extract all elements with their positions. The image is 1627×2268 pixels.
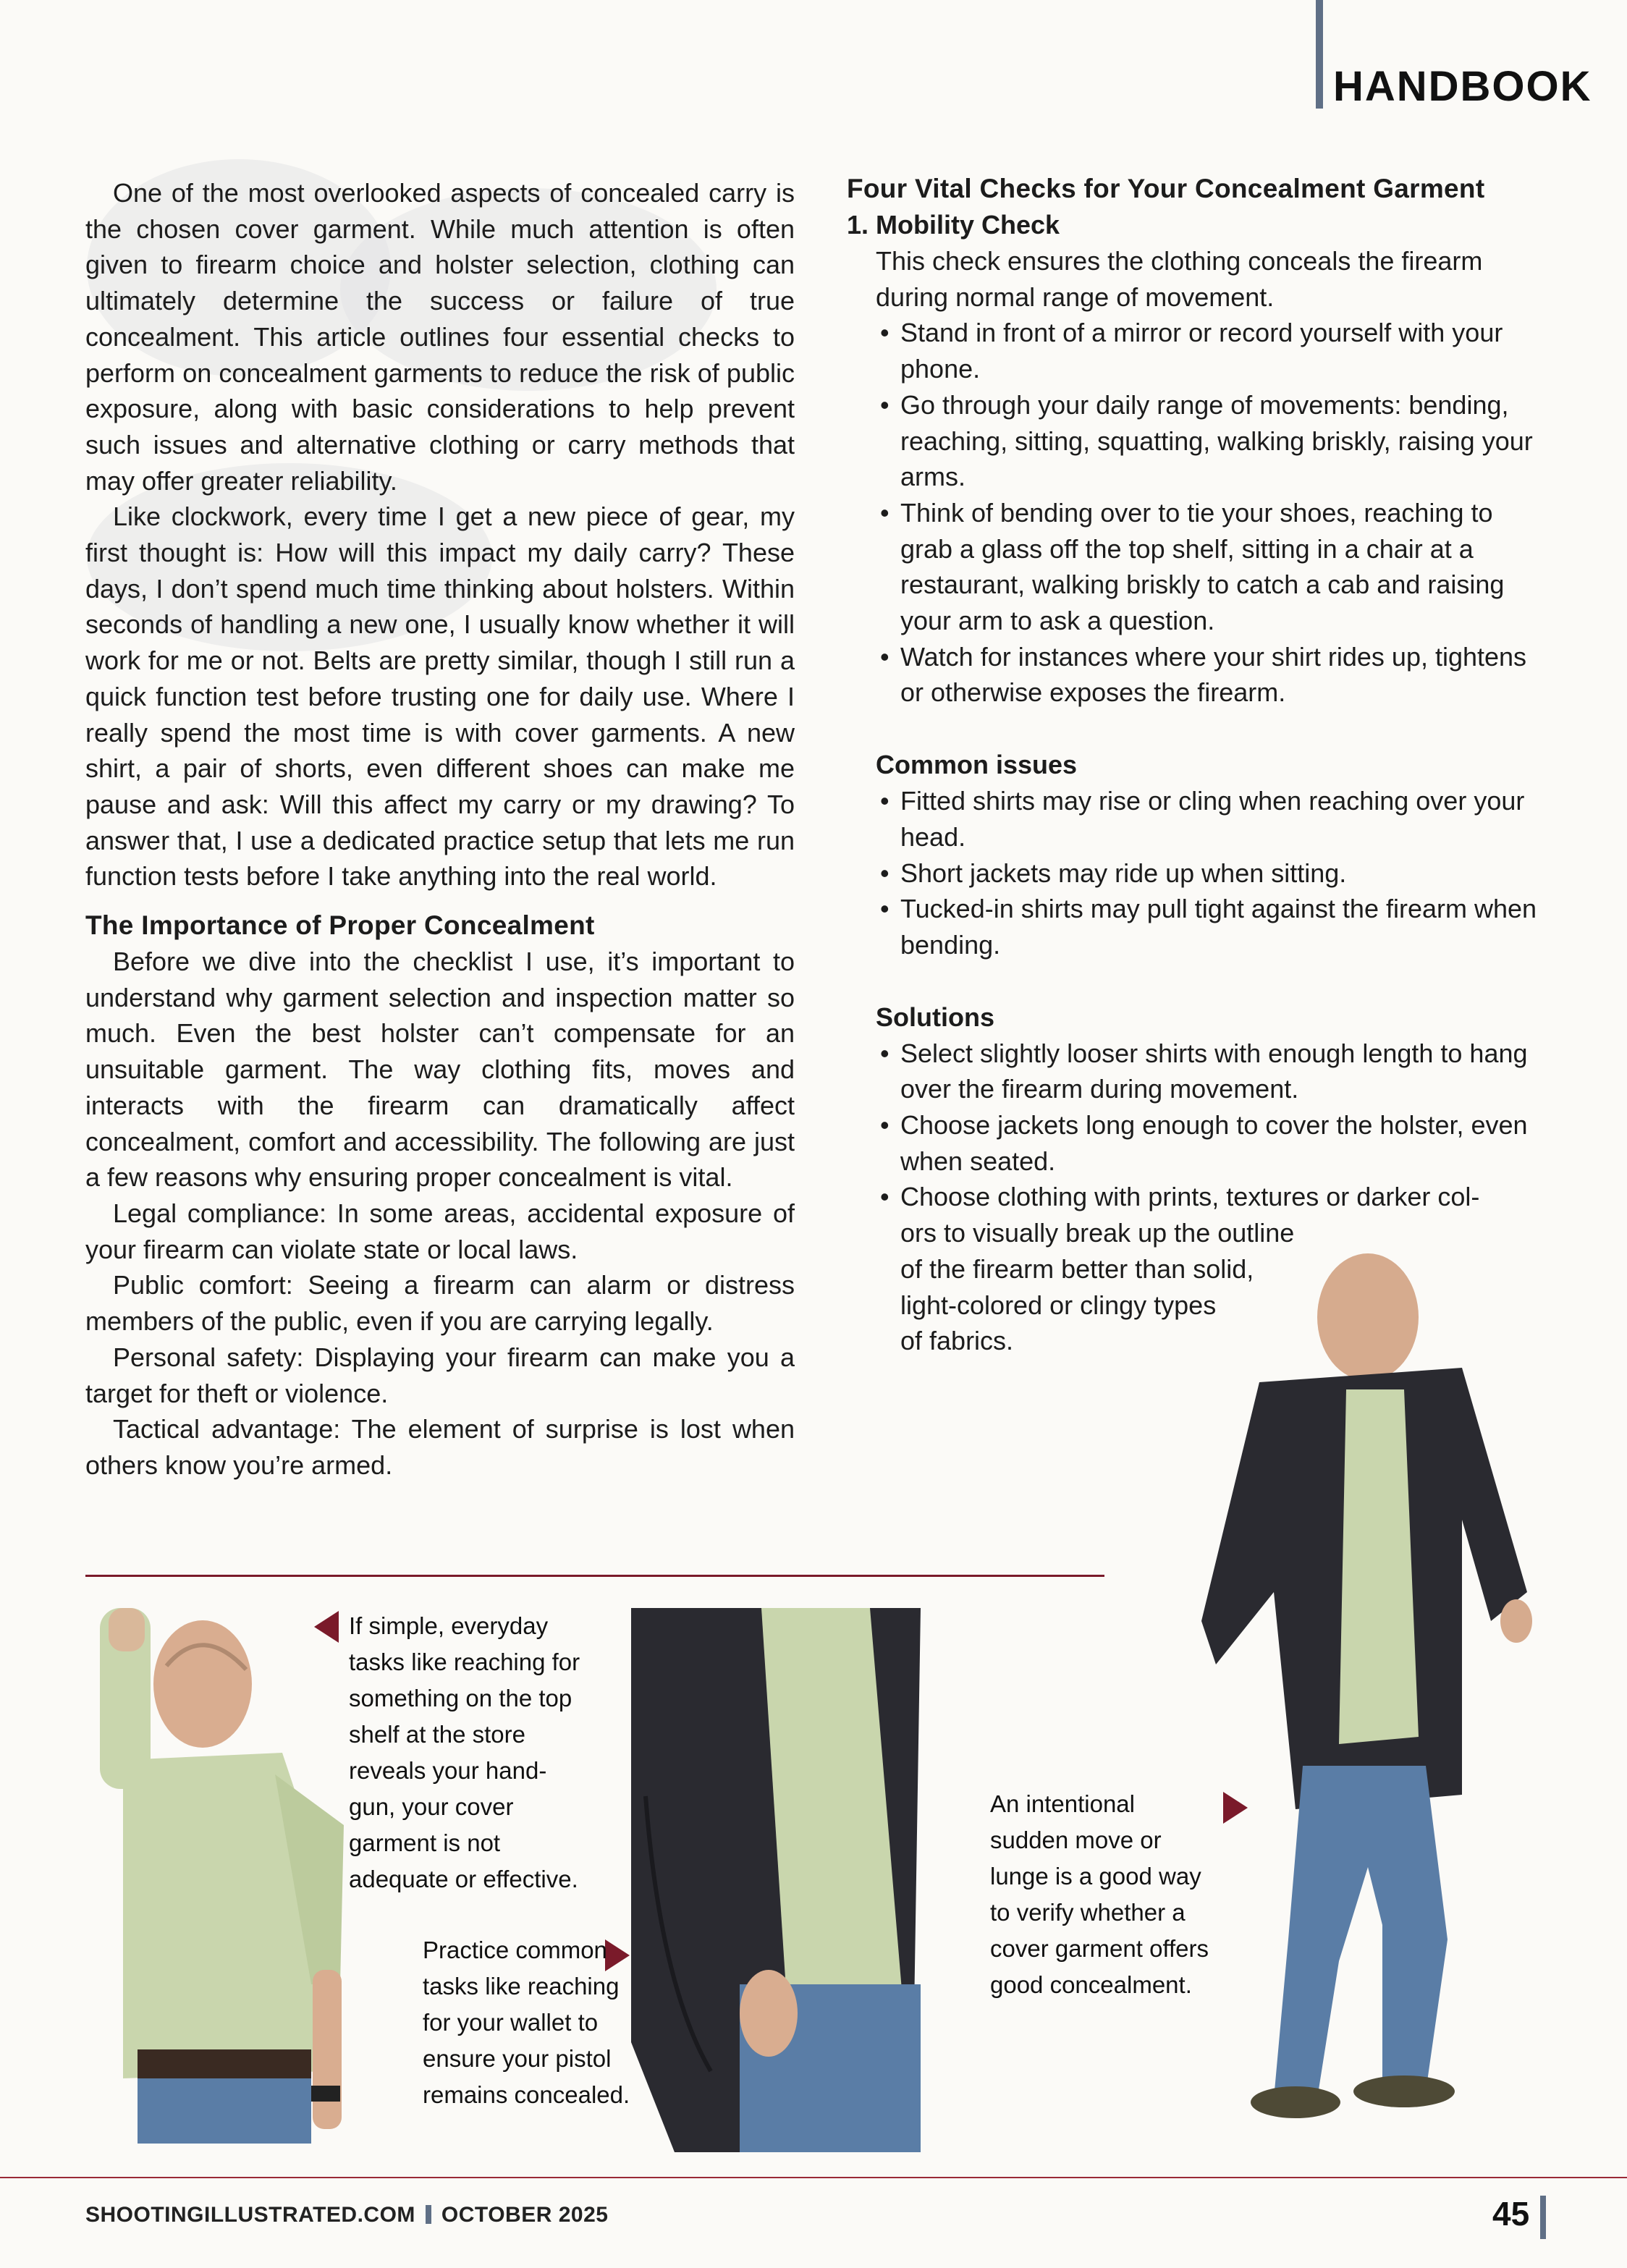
caption-line: An intentional xyxy=(990,1790,1135,1817)
caption-line: adequate or effective. xyxy=(349,1866,578,1892)
check-title: 1. Mobility Check xyxy=(847,210,1060,240)
issues-title: Common issues xyxy=(876,750,1078,780)
section-title: HANDBOOK xyxy=(1333,63,1592,110)
body-paragraph: Like clockwork, every time I get a new piece of gear, my first thought is: How will this impact my daily carry? These days, I don’t spend much time thinking about holsters. Within seconds of handling a new one, I usually know whether it will work for me or not. Belts are pretty similar, though I still run a quick function test before trusting one for daily use. Where I really spend the most time is with cover garments. A new shirt, a pair of shorts, even different shoes can make me pause and ask: Will this affect my carry or my drawing? To answer that, I use a dedicated practice setup that lets me run function tests before I take anything into the real world. xyxy=(85,502,795,892)
intro-paragraph: One of the most overlooked aspects of concealed carry is the chosen cover garment. While much attention is often given to firearm choice and holster selection, clothing can ultimately determine the success or failure of true concealment. This article outlines four essential checks to perform on concealment garments to reduce the risk of public exposure, along with basic considerations to help prevent such issues and alternative clothing or carry methods that may offer greater reliability. xyxy=(85,178,795,496)
right-column xyxy=(847,171,1542,1359)
footer-rule xyxy=(0,2177,1627,2178)
photo-wallet-reach xyxy=(631,1608,921,2152)
sidebar-heading: Four Vital Checks for Your Concealment Garment xyxy=(847,174,1485,203)
lunging-figure-illustration xyxy=(1187,1216,1534,2135)
caption-reaching xyxy=(349,1608,580,1897)
list-item: • Select slightly looser shirts with enough length to hang over the firearm during movement. xyxy=(876,1036,1542,1107)
caption-line: gun, your cover xyxy=(349,1793,514,1820)
list-item: • Go through your daily range of movements: bending, reaching, sitting, squatting, walking briskly, raising your arms. xyxy=(876,387,1542,495)
left-column xyxy=(85,175,795,1484)
solutions-title: Solutions xyxy=(876,1002,994,1032)
caption-line: garment is not xyxy=(349,1829,501,1856)
page-number: 45 xyxy=(1492,2195,1530,2233)
caption-line: good concealment. xyxy=(990,1971,1192,1998)
list-item: • Stand in front of a mirror or record yourself with your phone. xyxy=(876,315,1542,386)
list-item: • Watch for instances where your shirt rides up, tightens or otherwise exposes the firearm. xyxy=(876,639,1542,711)
reason-paragraph: Legal compliance: In some areas, accidental exposure of your firearm can violate state or local laws. xyxy=(85,1198,795,1264)
list-item: • Short jackets may ride up when sitting. xyxy=(876,855,1542,892)
caption-line: tasks like reaching for xyxy=(349,1649,580,1675)
caption-line: sudden move or xyxy=(990,1827,1162,1853)
list-item: • Tucked-in shirts may pull tight against the firearm when bending. xyxy=(876,891,1542,962)
list-item: • Fitted shirts may rise or cling when reaching over your head. xyxy=(876,783,1542,855)
wallet-figure-illustration xyxy=(631,1608,921,2152)
caption-line: reveals your hand- xyxy=(349,1757,547,1784)
reaching-figure-illustration xyxy=(94,1608,355,2144)
photo-divider-rule xyxy=(85,1575,1104,1577)
reason-paragraph: Tactical advantage: The element of surprise is lost when others know you’re armed. xyxy=(85,1414,795,1480)
text-line: Choose clothing with prints, textures or darker col- xyxy=(900,1182,1480,1212)
issues-list xyxy=(876,783,1542,963)
caption-line: for your wallet to xyxy=(423,2009,599,2036)
caption-pointer-left xyxy=(314,1611,339,1643)
section-heading: The Importance of Proper Concealment xyxy=(85,910,595,941)
caption-line: shelf at the store xyxy=(349,1721,525,1748)
footer-separator xyxy=(426,2205,431,2224)
caption-line: remains concealed. xyxy=(423,2081,630,2108)
footer-issue: OCTOBER 2025 xyxy=(441,2203,609,2227)
caption-line: lunge is a good way xyxy=(990,1863,1201,1890)
caption-line: to verify whether a xyxy=(990,1899,1186,1926)
caption-line: cover garment offers xyxy=(990,1935,1209,1962)
reason-paragraph: Personal safety: Displaying your firearm can make you a target for theft or violence. xyxy=(85,1342,795,1408)
caption-line: something on the top xyxy=(349,1685,572,1711)
footer-site: SHOOTINGILLUSTRATED.COM xyxy=(85,2203,415,2227)
check-bullet-list xyxy=(876,315,1542,711)
caption-line: If simple, everyday xyxy=(349,1612,549,1639)
text-line: light-colored or clingy types xyxy=(900,1290,1217,1320)
caption-pointer-right xyxy=(1223,1792,1248,1824)
reason-paragraph: Public comfort: Seeing a firearm can alarm or distress members of the public, even if you are carrying legally. xyxy=(85,1270,795,1337)
text-line: of the firearm better than solid, xyxy=(900,1253,1254,1284)
caption-line: Practice common xyxy=(423,1937,607,1963)
photo-man-lunging xyxy=(1187,1216,1534,2135)
list-item: • Choose jackets long enough to cover the holster, even when seated. xyxy=(876,1107,1542,1179)
caption-wallet xyxy=(423,1932,630,2113)
header-accent-bar xyxy=(1316,0,1323,109)
caption-lunge xyxy=(990,1786,1209,2003)
text-line: ors to visually break up the outline xyxy=(900,1218,1295,1248)
footer-credit xyxy=(85,2203,608,2227)
text-line: of fabrics. xyxy=(900,1326,1014,1356)
page-number-bar xyxy=(1540,2196,1546,2239)
check-intro: This check ensures the clothing conceals the firearm during normal range of movement. xyxy=(876,246,1483,312)
caption-line: ensure your pistol xyxy=(423,2045,612,2072)
body-paragraph: Before we dive into the checklist I use, it’s important to understand why garment selection and inspection matter so much. Even the best holster can’t compensate for an unsuitable garment. The way clothing fits, moves and interacts with the firearm can dramatically affect concealment, comfort and accessibility. The following are just a few reasons why ensuring proper concealment is vital. xyxy=(85,947,795,1193)
photo-man-reaching xyxy=(94,1608,355,2144)
caption-line: tasks like reaching xyxy=(423,1973,620,2000)
list-item: • Think of bending over to tie your shoes, reaching to grab a glass off the top shelf, sitting in a chair at a restaurant, walking briskly to catch a cab and raising your arm to ask a question. xyxy=(876,495,1542,639)
